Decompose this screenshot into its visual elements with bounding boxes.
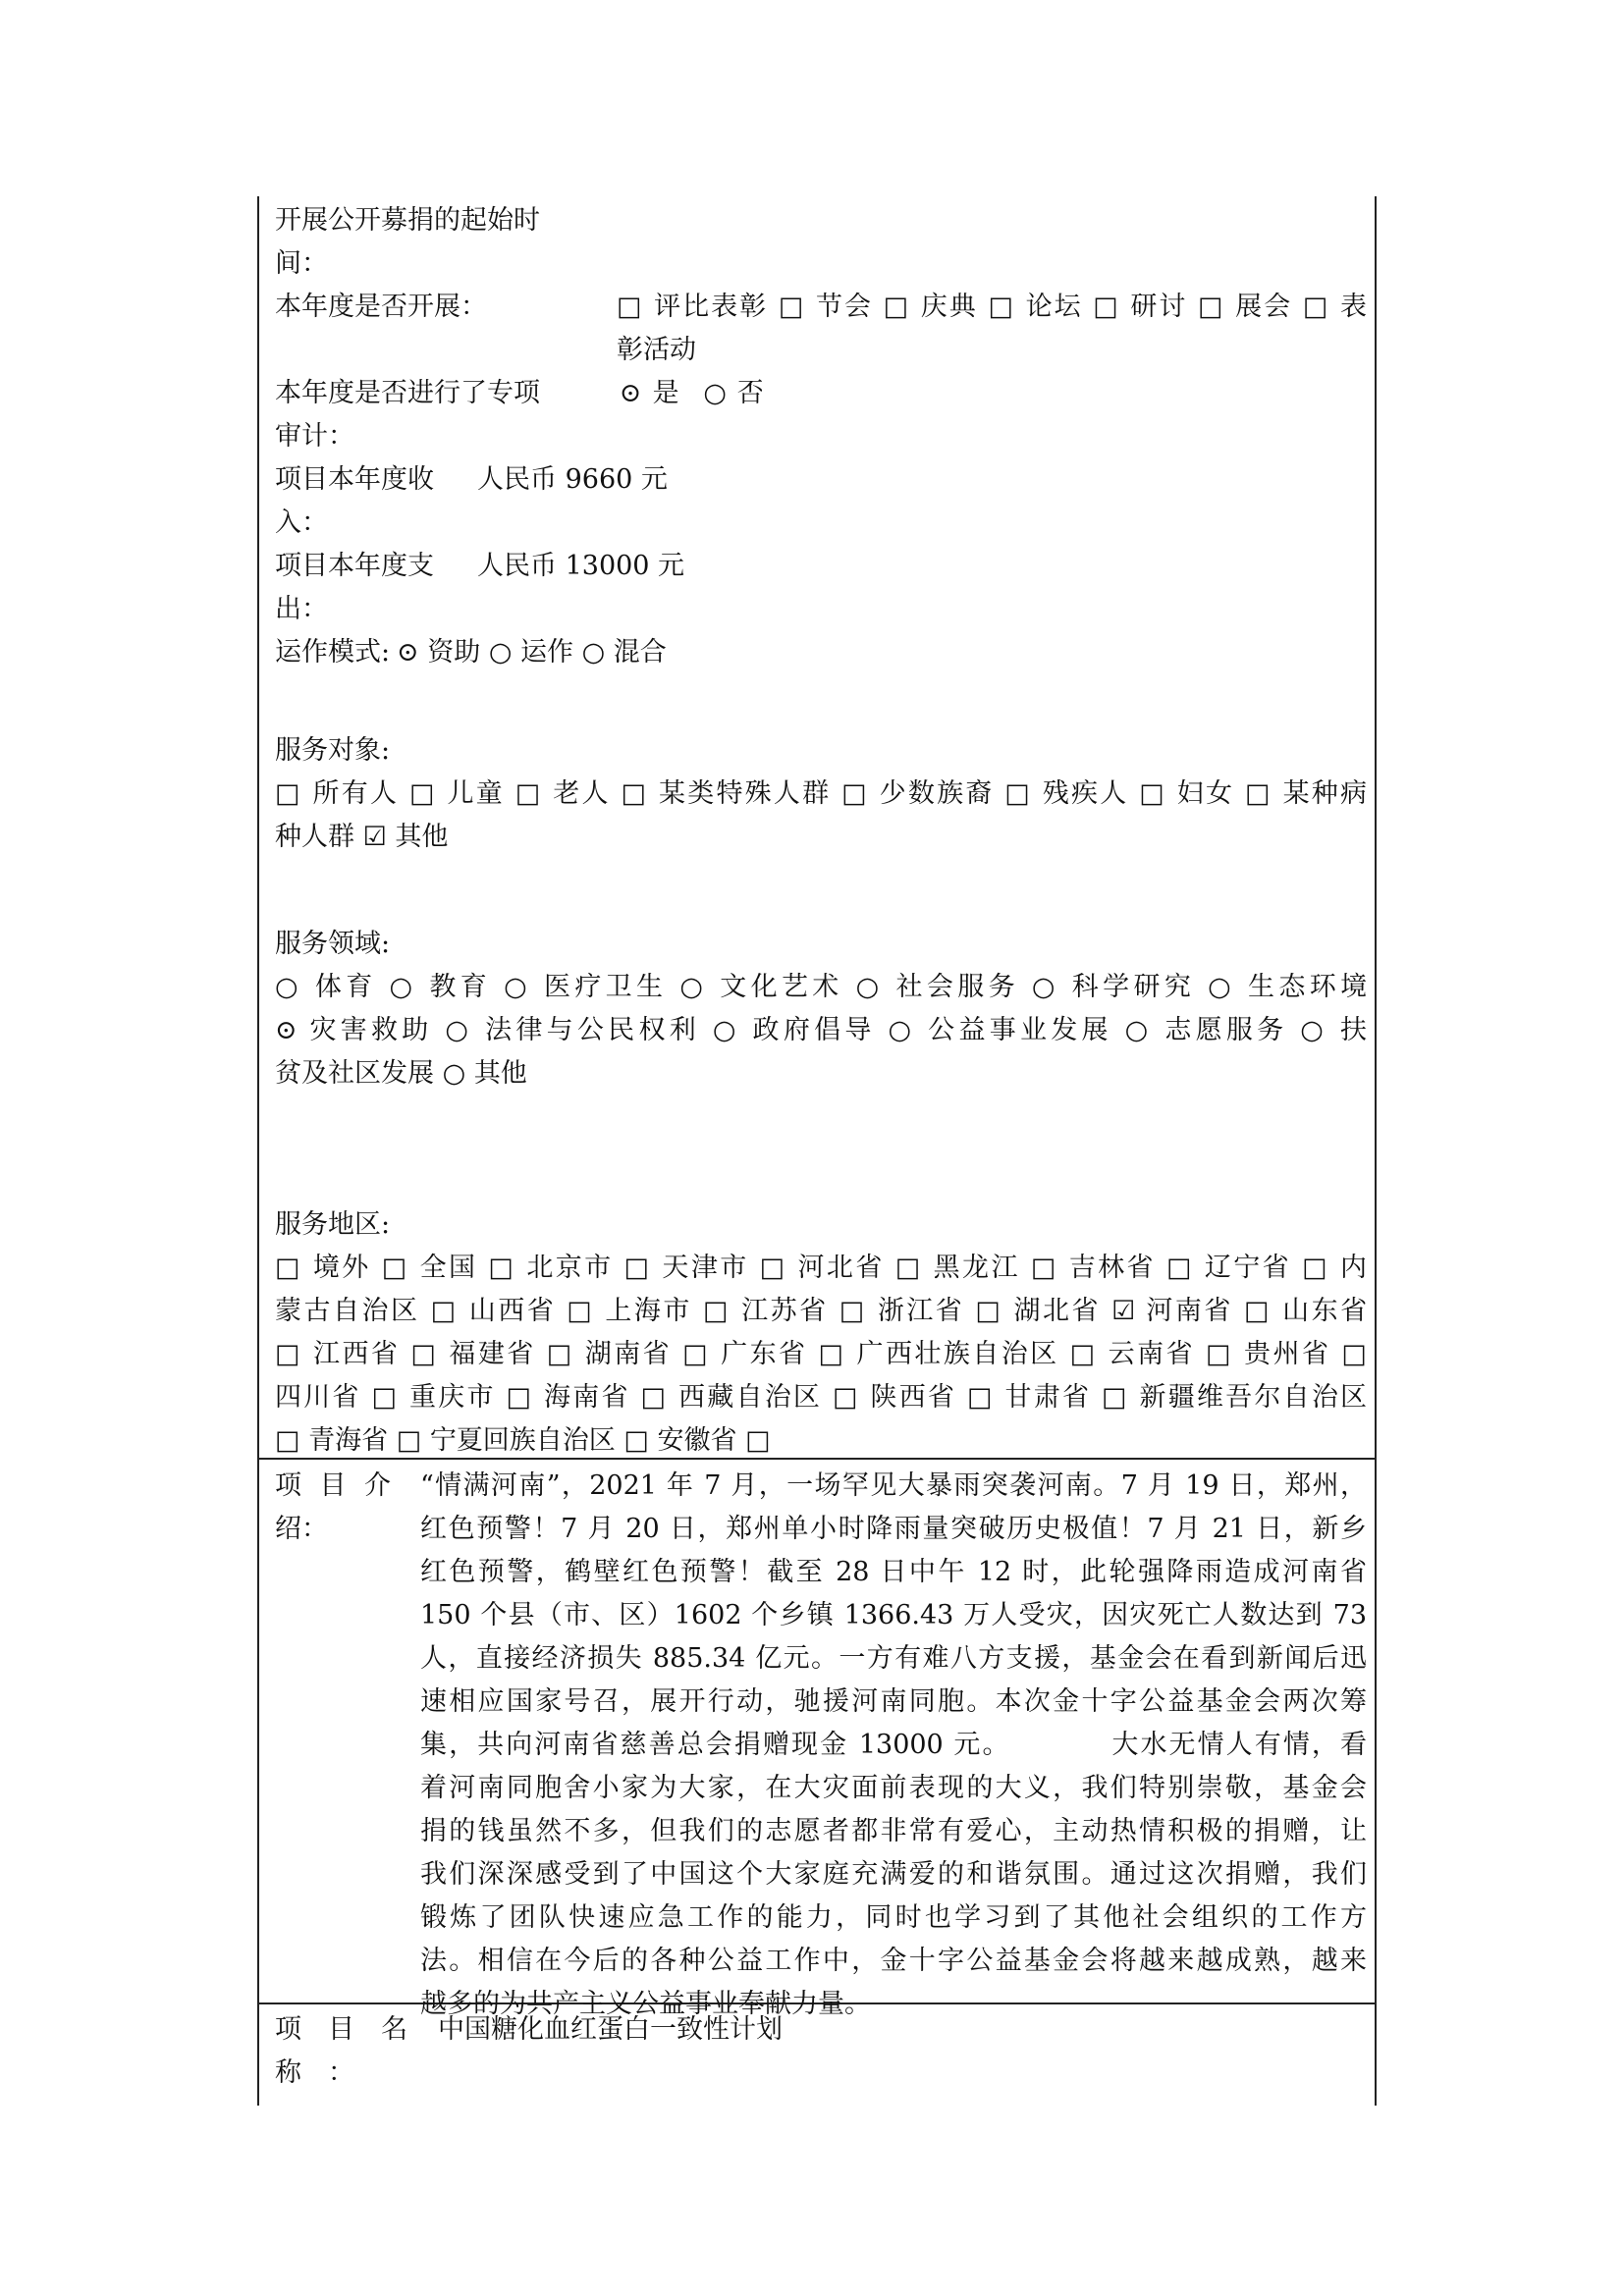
radio-empty-icon: ○ [679,972,708,1002]
option-label: 节会 [815,292,874,322]
option-label: 天津市 [662,1253,749,1283]
option-资助[interactable] [397,637,480,667]
service-targets-title: 服务对象: [275,735,391,766]
option-label: 研讨 [1130,292,1188,322]
option-label: 其他 [395,822,449,852]
intro-text-line: 捐的钱虽然不多，但我们的志愿者都非常有爱心，主动热情积极的捐赠，让 [420,1816,1367,1846]
radio-empty-icon: ○ [275,972,302,1002]
option-广西壮族自治区[interactable] [819,1339,1059,1369]
table-right-border [1375,196,1377,2106]
activities-options [617,286,1367,329]
intro-text-line: 人，直接经济损失 885.34 亿元。一方有难八方支援，基金会在看到新闻后迅 [420,1643,1367,1674]
option-扶[interactable] [1300,1015,1367,1045]
option-河北省[interactable] [760,1253,885,1283]
checkbox-empty-icon: □ [894,1253,923,1283]
option-黑龙江[interactable] [895,1253,1020,1283]
checkbox-empty-icon: □ [381,1253,409,1283]
option-label: 湖北省 [1013,1296,1102,1326]
income-label: 项目本年度收 [275,464,434,495]
checkbox-empty-icon: □ [546,1339,574,1369]
service-regions-line-1 [275,1247,1367,1290]
service-fields-line-1 [275,966,1367,1009]
option-教育[interactable] [390,972,492,1002]
option-表[interactable] [1303,292,1367,322]
radio-empty-icon: ○ [1300,1015,1328,1045]
option-label: 广西壮族自治区 [856,1339,1059,1369]
option-灾害救助[interactable] [275,1015,433,1045]
option-text: 贫及社区发展 [275,1058,434,1089]
checkbox-empty-icon: □ [745,1425,771,1456]
checkbox-empty-icon: □ [818,1339,846,1369]
option-label: 甘肃省 [1004,1382,1092,1413]
option-河南省[interactable] [1111,1296,1233,1326]
radio-empty-icon: ○ [445,1015,473,1045]
audit-options [617,372,764,415]
option-江西省[interactable] [275,1339,400,1369]
option-label: 某种病 [1282,778,1367,809]
option-广东省[interactable] [682,1339,807,1369]
option-福建省[interactable] [410,1339,535,1369]
radio-empty-icon: ○ [442,1058,466,1089]
checkbox-empty-icon: □ [621,778,649,809]
income-label-wrap: 入： [275,507,328,538]
option-label: 全国 [419,1253,478,1283]
option-研讨[interactable] [1093,292,1187,322]
option-甘肃省[interactable] [967,1382,1091,1413]
option-label: 安徽省 [657,1425,737,1456]
option-西藏自治区[interactable] [641,1382,823,1413]
checkbox-empty-icon: □ [1165,1253,1194,1283]
option-志愿服务[interactable] [1125,1015,1288,1045]
audit-label: 本年度是否进行了专项 [275,378,540,408]
checkbox-empty-icon: □ [617,292,644,322]
option-label: 吉林省 [1068,1253,1156,1283]
intro-text-line: 法。相信在今后的各种公益工作中，金十字公益基金会将越来越成熟，越来 [420,1946,1367,1976]
intro-text [420,1465,1367,2026]
option-老人[interactable] [515,778,611,809]
checkbox-empty-icon: □ [275,1425,300,1456]
radio-empty-icon: ○ [581,637,606,667]
option-云南省[interactable] [1070,1339,1195,1369]
option-体育[interactable] [275,972,377,1002]
option-label: 生态环境 [1248,972,1368,1002]
option-label: 科学研究 [1071,972,1196,1002]
checkbox-empty-icon: □ [1093,292,1120,322]
option-label: 贵州省 [1244,1339,1331,1369]
checkbox-empty-icon: □ [703,1296,731,1326]
service-fields-title: 服务领域: [275,929,391,959]
option-label: 运作 [519,637,573,667]
checkbox-empty-icon: □ [410,1339,439,1369]
option-label: 社会服务 [895,972,1019,1002]
option-label: 儿童 [447,778,505,809]
radio-selected-icon: ⊙ [619,378,642,408]
activities-options-wrap: 彰活动 [617,335,696,365]
radio-empty-icon: ○ [504,972,532,1002]
option-label: 公益事业发展 [928,1015,1112,1045]
option-运作[interactable] [489,637,573,667]
option-label: 医疗卫生 [543,972,668,1002]
option-湖南省[interactable] [547,1339,672,1369]
checkbox-empty-icon: □ [1302,1253,1329,1283]
option-label: 上海市 [605,1296,692,1326]
option-label: 青海省 [308,1425,389,1456]
checkbox-empty-icon: □ [1198,292,1225,322]
checkbox-empty-icon: □ [1302,292,1330,322]
option-label: 老人 [553,778,611,809]
option-法律与公民权利[interactable] [445,1015,700,1045]
checkbox-empty-icon: □ [1245,778,1272,809]
checkbox-empty-icon: □ [567,1296,595,1326]
checkbox-empty-icon: □ [1101,1382,1129,1413]
mode-label: 运作模式: [275,637,391,667]
income-value: 人民币 9660 元 [477,464,668,495]
intro-text-line: 集，共向河南省慈善总会捐赠现金 13000 元。 大水无情人有情，看 [420,1730,1367,1760]
option-上海市[interactable] [567,1296,692,1326]
radio-empty-icon: ○ [703,378,727,408]
option-label: 江苏省 [741,1296,829,1326]
option-label: 志愿服务 [1164,1015,1288,1045]
option-辽宁省[interactable] [1166,1253,1291,1283]
checkbox-empty-icon: □ [682,1339,711,1369]
option-陕西省[interactable] [833,1382,956,1413]
intro-text-line: 150 个县（市、区）1602 个乡镇 1366.43 万人受灾，因灾死亡人数达到 73 [420,1600,1367,1630]
option-label: 体育 [314,972,377,1002]
option-label: 浙江省 [877,1296,965,1326]
option-label: 山东省 [1282,1296,1368,1326]
option-label: 法律与公民权利 [485,1015,700,1045]
option-label: 其他 [473,1058,527,1089]
radio-empty-icon: ○ [1124,1015,1153,1045]
service-fields-line-3 [275,1052,527,1095]
option-label: 某类特殊人群 [659,778,832,809]
next-project-name: 中国糖化血红蛋白一致性计划 [438,2014,783,2045]
option-label: 表 [1339,292,1367,322]
option-label: 河南省 [1146,1296,1233,1326]
table-left-border [257,196,259,2106]
checkbox-empty-icon: □ [1030,1253,1058,1283]
service-regions-line-5 [275,1419,771,1463]
service-regions-title: 服务地区: [275,1209,391,1240]
option-其他[interactable] [443,1058,527,1089]
checkbox-empty-icon: □ [1004,778,1033,809]
option-境外[interactable] [275,1253,371,1283]
radio-empty-icon: ○ [712,1015,740,1045]
option-庆典[interactable] [884,292,978,322]
checkbox-empty-icon: □ [275,1253,302,1283]
checkbox-empty-icon: □ [640,1382,669,1413]
option-儿童[interactable] [409,778,505,809]
checkbox-empty-icon: □ [1341,1339,1367,1369]
option-社会服务[interactable] [856,972,1019,1002]
intro-text-line: 我们深深感受到了中国这个大家庭充满爱的和谐氛围。通过这次捐赠，我们 [420,1859,1367,1890]
option-label: 黑龙江 [933,1253,1020,1283]
option-少数族裔[interactable] [841,778,994,809]
checkbox-empty-icon: □ [396,1425,422,1456]
option-text: 四川省 [275,1382,361,1413]
option-label: 北京市 [526,1253,614,1283]
checkbox-empty-icon: □ [430,1296,459,1326]
option-妇女[interactable] [1139,778,1234,809]
option-山西省[interactable] [431,1296,557,1326]
checkbox-empty-icon: □ [778,292,806,322]
option-论坛[interactable] [988,292,1082,322]
radio-empty-icon: ○ [389,972,417,1002]
checkbox-empty-icon: □ [488,1253,516,1283]
option-节会[interactable] [779,292,873,322]
option-label: 重庆市 [409,1382,496,1413]
checkbox-empty-icon: □ [275,1339,302,1369]
option-label: 江西省 [313,1339,401,1369]
mode-options [397,631,667,674]
checkbox-empty-icon: □ [514,778,543,809]
expense-label: 项目本年度支 [275,551,434,581]
intro-text-line: 红色预警！7 月 20 日，郑州单小时降雨量突破历史极值！7 月 21 日，新乡 [420,1514,1367,1544]
option-宁夏回族自治区[interactable] [397,1425,616,1456]
option-海南省[interactable] [506,1382,629,1413]
option-label: 陕西省 [870,1382,957,1413]
option-label: 资助 [427,637,481,667]
intro-text-line: 红色预警，鹤壁红色预警！截至 28 日中午 12 时，此轮强降雨造成河南省 [420,1557,1367,1587]
intro-text-line: 锻炼了团队快速应急工作的能力，同时也学习到了其他社会组织的工作方 [420,1902,1367,1933]
radio-empty-icon: ○ [1031,972,1059,1002]
radio-empty-icon: ○ [888,1015,916,1045]
option-政府倡导[interactable] [713,1015,876,1045]
option-展会[interactable] [1198,292,1292,322]
option-label: 展会 [1235,292,1293,322]
option-label: 教育 [429,972,492,1002]
option-吉林省[interactable] [1031,1253,1156,1283]
option-青海省[interactable] [275,1425,388,1456]
next-project-label-wrap: 称 ： [275,2057,354,2088]
radio-empty-icon: ○ [488,637,513,667]
option-内[interactable] [1302,1253,1367,1283]
checkbox-empty-icon: □ [966,1382,995,1413]
checkbox-empty-icon: □ [408,778,437,809]
option-label: 少数族裔 [879,778,995,809]
option-某种病[interactable] [1245,778,1367,809]
expense-value: 人民币 13000 元 [477,551,685,581]
option-blank[interactable] [1341,1339,1367,1369]
checkbox-empty-icon: □ [1139,778,1166,809]
activities-label: 本年度是否开展： [275,292,487,322]
option-label: 西藏自治区 [678,1382,823,1413]
option-文化艺术[interactable] [679,972,842,1002]
option-安徽省[interactable] [623,1425,736,1456]
service-regions-line-3 [275,1333,1367,1376]
option-label: 新疆维吾尔自治区 [1139,1382,1368,1413]
option-贵州省[interactable] [1206,1339,1330,1369]
checkbox-empty-icon: □ [988,292,1015,322]
option-label: 所有人 [312,778,400,809]
option-blank[interactable] [745,1425,771,1456]
option-label: 妇女 [1176,778,1235,809]
checkbox-empty-icon: □ [975,1296,1003,1326]
option-新疆维吾尔自治区[interactable] [1102,1382,1367,1413]
option-其他[interactable] [363,822,449,852]
option-text: 蒙古自治区 [275,1296,420,1326]
checkbox-empty-icon: □ [1244,1296,1272,1326]
intro-text-line: 着河南同胞舍小家为大家，在大灾面前表现的大义，我们特别崇敬，基金会 [420,1773,1367,1803]
checkbox-empty-icon: □ [275,778,302,809]
radio-selected-icon: ⊙ [397,637,419,667]
checkbox-empty-icon: □ [506,1382,534,1413]
start-time-label: 开展公开募捐的起始时 [275,205,540,236]
option-残疾人[interactable] [1004,778,1128,809]
checkbox-empty-icon: □ [1206,1339,1234,1369]
start-time-label-wrap: 间： [275,248,328,279]
option-北京市[interactable] [488,1253,613,1283]
service-regions-line-2 [275,1290,1367,1333]
option-label: 河北省 [797,1253,885,1283]
checkbox-empty-icon: □ [1069,1339,1098,1369]
option-评比表彰[interactable] [617,292,768,322]
option-label: 评比表彰 [654,292,769,322]
option-医疗卫生[interactable] [504,972,667,1002]
checkbox-empty-icon: □ [371,1382,400,1413]
intro-text-line: 越多的为共产主义公益事业奉献力量。 [420,1989,871,2019]
intro-label-wrap: 绍： [275,1514,328,1544]
checkbox-empty-icon: □ [839,1296,867,1326]
option-全国[interactable] [382,1253,478,1283]
option-科学研究[interactable] [1032,972,1195,1002]
radio-selected-icon: ⊙ [275,1015,298,1045]
checkbox-checked-icon: ☑ [1111,1296,1136,1326]
option-山东省[interactable] [1244,1296,1367,1326]
checkbox-empty-icon: □ [759,1253,787,1283]
checkbox-empty-icon: □ [883,292,911,322]
checkbox-empty-icon: □ [623,1253,652,1283]
option-生态环境[interactable] [1208,972,1367,1002]
option-天津市[interactable] [624,1253,749,1283]
option-label: 海南省 [544,1382,630,1413]
audit-label-wrap: 审计： [275,421,354,452]
option-label: 残疾人 [1042,778,1129,809]
option-label: 宁夏回族自治区 [429,1425,616,1456]
option-label: 文化艺术 [720,972,843,1002]
option-label: 庆典 [920,292,978,322]
intro-text-line: “情满河南”，2021 年 7 月，一场罕见大暴雨突袭河南。7 月 19 日，郑州， [420,1470,1367,1501]
service-fields-line-2 [275,1009,1367,1052]
option-label: 山西省 [468,1296,557,1326]
option-公益事业发展[interactable] [888,1015,1111,1045]
intro-text-line: 速相应国家号召，展开行动，驰援河南同胞。本次金十字公益基金会两次筹 [420,1686,1367,1717]
checkbox-empty-icon: □ [841,778,869,809]
option-label: 湖南省 [584,1339,673,1369]
option-label: 广东省 [721,1339,808,1369]
service-targets-line-2 [275,816,448,859]
option-label: 辽宁省 [1204,1253,1292,1283]
option-江苏省[interactable] [703,1296,829,1326]
radio-empty-icon: ○ [1208,972,1236,1002]
option-某类特殊人群[interactable] [622,778,832,809]
option-text: 种人群 [275,822,354,852]
option-label: 论坛 [1025,292,1083,322]
option-label: 福建省 [449,1339,536,1369]
intro-label: 项 目 介 [275,1470,391,1501]
checkbox-empty-icon: □ [832,1382,860,1413]
service-regions-line-4 [275,1376,1367,1419]
checkbox-empty-icon: □ [623,1425,649,1456]
expense-label-wrap: 出： [275,594,328,624]
option-湖北省[interactable] [975,1296,1101,1326]
next-project-label: 项 目 名 [275,2014,407,2045]
checkbox-checked-icon: ☑ [362,822,387,852]
option-浙江省[interactable] [839,1296,965,1326]
option-label: 云南省 [1108,1339,1196,1369]
option-label: 境外 [312,1253,371,1283]
option-label: 混合 [613,637,667,667]
option-重庆市[interactable] [371,1382,495,1413]
option-label: 政府倡导 [752,1015,876,1045]
service-targets-line-1 [275,773,1367,816]
option-混合[interactable] [582,637,667,667]
option-label: 内 [1339,1253,1367,1283]
audit-no-radio[interactable]: ○ 否 [701,378,764,408]
option-label: 灾害救助 [309,1015,433,1045]
audit-yes-radio[interactable]: ⊙ 是 [617,378,679,408]
option-label: 扶 [1339,1015,1367,1045]
radio-empty-icon: ○ [855,972,884,1002]
option-所有人[interactable] [275,778,399,809]
